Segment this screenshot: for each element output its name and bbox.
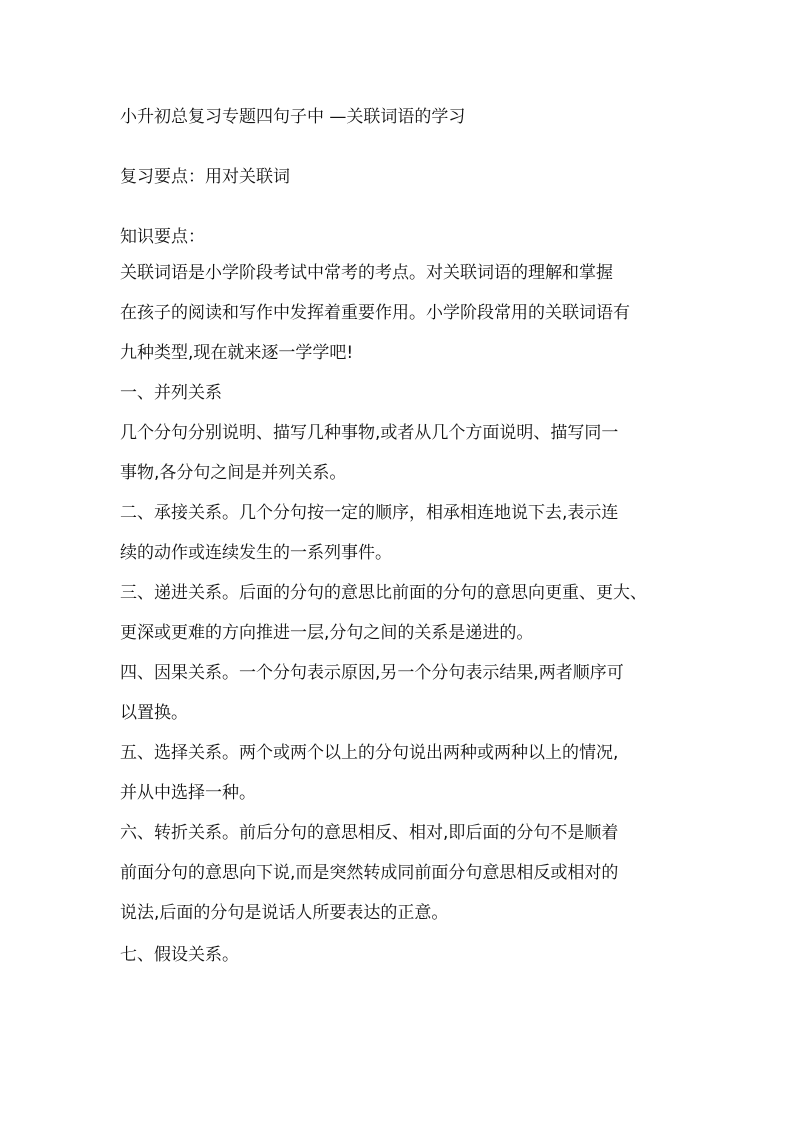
intro-paragraph <box>120 256 676 370</box>
section-line: 前面分句的意思向下说,而是突然转成同前面分句意思相反或相对的 <box>120 863 619 883</box>
section-line: 几个分句分别说明、描写几种事物,或者从几个方面说明、描写同一 <box>120 423 619 443</box>
section-line: 六、转折关系。前后分句的意思相反、相对,即后面的分句不是顺着 <box>120 823 619 843</box>
section-line: 七、假设关系。 <box>120 945 239 965</box>
section-line: 三、递进关系。后面的分句的意思比前面的分句的意思向更重、更大、 <box>120 583 647 603</box>
intro-line: 在孩子的阅读和写作中发挥着重要作用。小学阶段常用的关联词语有 <box>120 303 630 323</box>
section-heading: 一、并列关系 <box>120 383 222 403</box>
section-line: 二、承接关系。几个分句按一定的顺序，相承相连地说下去,表示连 <box>120 503 619 523</box>
intro-line: 关联词语是小学阶段考试中常考的考点。对关联词语的理解和掌握 <box>120 263 613 283</box>
intro-line: 九种类型,现在就来逐一学学吧! <box>120 343 354 363</box>
section-causal <box>120 656 676 730</box>
section-line: 说法,后面的分句是说话人所要表达的正意。 <box>120 903 449 923</box>
section-line: 续的动作或连续发生的一系列事件。 <box>120 543 392 563</box>
section-line: 事物,各分句之间是并列关系。 <box>120 463 347 483</box>
review-point: 复习要点：用对关联词 <box>120 167 290 187</box>
section-adversative <box>120 816 676 930</box>
section-parallel <box>120 376 676 490</box>
section-progressive <box>120 576 676 650</box>
section-line: 更深或更难的方向推进一层,分句之间的关系是递进的。 <box>120 623 534 643</box>
section-line: 四、因果关系。一个分句表示原因,另一个分句表示结果,两者顺序可 <box>120 663 624 683</box>
section-choice <box>120 736 676 810</box>
document-body <box>120 100 676 972</box>
section-sequential <box>120 496 676 570</box>
section-line: 并从中选择一种。 <box>120 783 256 803</box>
knowledge-heading: 知识要点： <box>120 227 205 247</box>
section-hypothetical <box>120 938 676 972</box>
section-line: 五、选择关系。两个或两个以上的分句说出两种或两种以上的情况, <box>120 743 619 763</box>
document-title: 小升初总复习专题四句子中 —关联词语的学习 <box>120 107 466 127</box>
section-line: 以置换。 <box>120 703 188 723</box>
